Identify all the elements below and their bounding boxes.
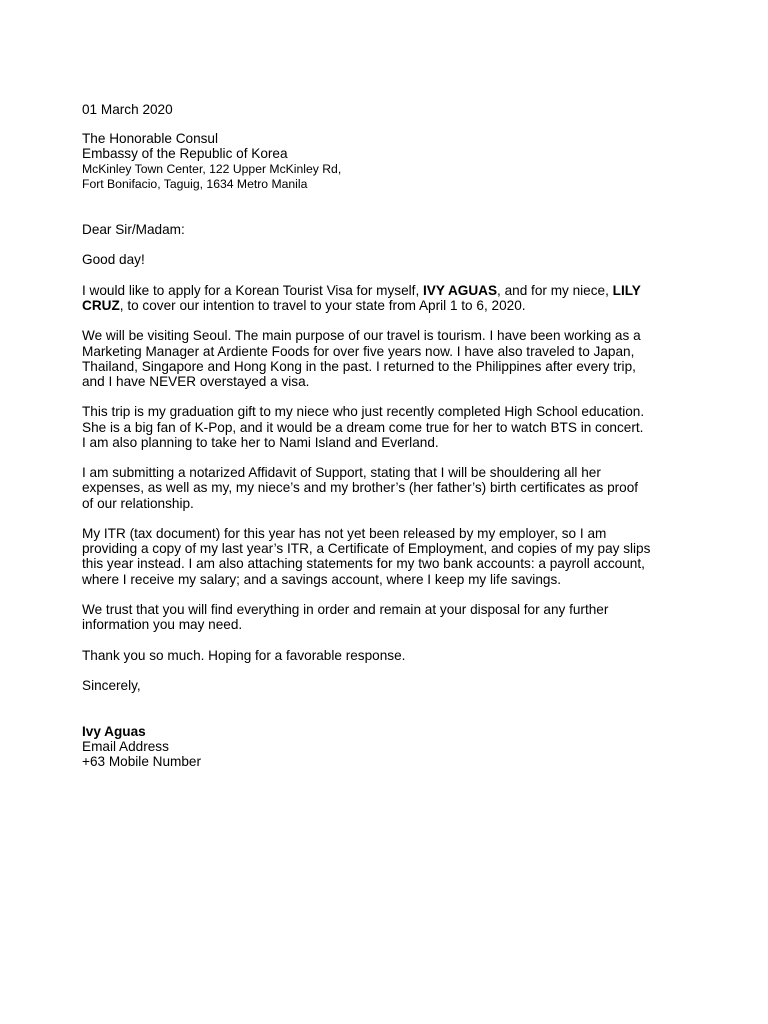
closing: Sincerely, bbox=[82, 677, 141, 693]
recipient-org: Embassy of the Republic of Korea bbox=[82, 146, 288, 162]
paragraph-line: I am also planning to take her to Nami Island and Everland. bbox=[82, 434, 439, 450]
paragraph-line: providing a copy of my last year’s ITR, a Certificate of Employment, and copies of my pay slips bbox=[82, 541, 651, 557]
signature-name: Ivy Aguas bbox=[82, 723, 146, 739]
paragraph-affidavit bbox=[82, 465, 682, 511]
recipient-title: The Honorable Consul bbox=[82, 131, 219, 147]
p1-text-a: I would like to apply for a Korean Tourist Visa for myself, bbox=[82, 282, 424, 298]
thank-you-line: Thank you so much. Hoping for a favorable response. bbox=[82, 647, 406, 663]
greeting: Good day! bbox=[82, 252, 145, 268]
paragraph-financial-documents bbox=[82, 526, 682, 587]
signature-email: Email Address bbox=[82, 738, 169, 754]
paragraph-visa-request bbox=[82, 283, 682, 313]
paragraph-graduation-gift bbox=[82, 404, 682, 450]
salutation: Dear Sir/Madam: bbox=[82, 222, 185, 238]
paragraph-line: My ITR (tax document) for this year has not yet been released by my employer, so I am bbox=[82, 525, 607, 541]
paragraph-line: Thailand, Singapore and Hong Kong in the past. I returned to the Philippines after every trip, bbox=[82, 358, 636, 374]
paragraph-line: information you may need. bbox=[82, 617, 243, 633]
signature-block bbox=[82, 724, 682, 770]
paragraph-line: of our relationship. bbox=[82, 495, 194, 511]
paragraph-line: We will be visiting Seoul. The main purpose of our travel is tourism. I have been working as a bbox=[82, 328, 641, 344]
paragraph-closing-remarks bbox=[82, 602, 682, 632]
recipient-address-line2: Fort Bonifacio, Taguig, 1634 Metro Manila bbox=[82, 176, 308, 191]
p1-text-b: , and for my niece, bbox=[497, 282, 613, 298]
paragraph-line: She is a big fan of K-Pop, and it would be a dream come true for her to watch BTS in concert. bbox=[82, 419, 644, 435]
niece-last-name-bold: CRUZ bbox=[82, 298, 120, 313]
paragraph-line: We trust that you will find everything in order and remain at your disposal for any further bbox=[82, 601, 609, 617]
p1-text-c: , to cover our intention to travel to your state from April 1 to 6, 2020. bbox=[119, 298, 526, 313]
paragraph-travel-purpose bbox=[82, 328, 682, 389]
recipient-block bbox=[82, 131, 682, 192]
paragraph-line: and I have NEVER overstayed a visa. bbox=[82, 374, 310, 389]
paragraph-line: expenses, as well as my, my niece’s and my brother’s (her father’s) birth certificates as proof bbox=[82, 480, 639, 496]
paragraph-line: this year instead. I am also attaching statements for my two bank accounts: a payroll account, bbox=[82, 556, 645, 572]
paragraph-line: where I receive my salary; and a savings account, where I keep my life savings. bbox=[82, 571, 562, 587]
recipient-address-line1: McKinley Town Center, 122 Upper McKinley Rd, bbox=[82, 161, 342, 176]
paragraph-line: I am submitting a notarized Affidavit of Support, stating that I will be shouldering all her bbox=[82, 465, 601, 481]
paragraph-line: This trip is my graduation gift to my niece who just recently completed High School education. bbox=[82, 404, 645, 420]
paragraph-line: Marketing Manager at Ardiente Foods for over five years now. I have also traveled to Japan, bbox=[82, 343, 635, 359]
letter-date: 01 March 2020 bbox=[82, 102, 173, 117]
applicant-name-bold: IVY AGUAS bbox=[423, 282, 498, 298]
letter-page bbox=[82, 102, 682, 769]
niece-first-name-bold: LILY bbox=[612, 282, 641, 298]
signature-phone: +63 Mobile Number bbox=[82, 754, 202, 770]
